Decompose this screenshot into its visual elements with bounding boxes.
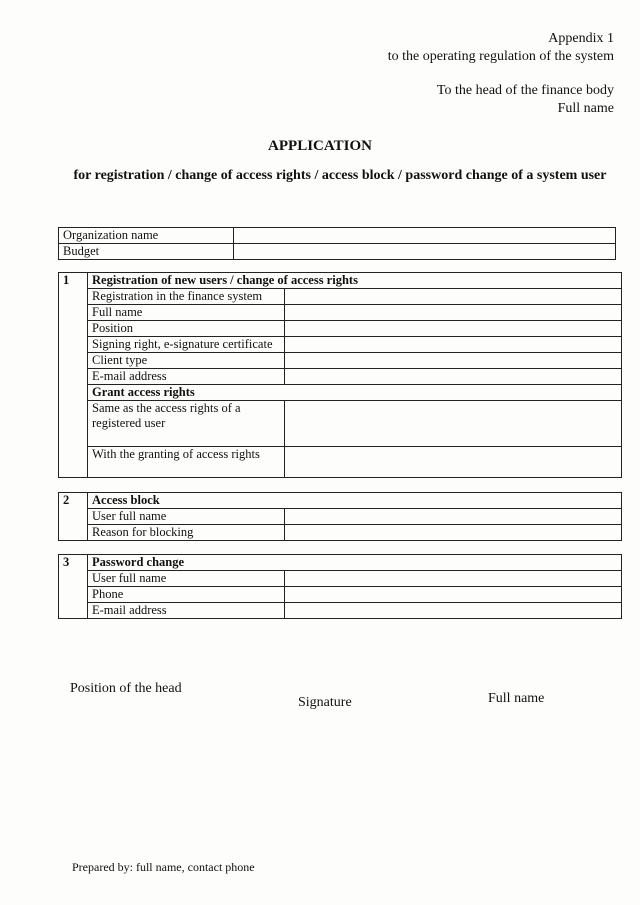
field-value[interactable] — [285, 571, 622, 587]
table-row — [59, 353, 622, 369]
section-block — [58, 492, 622, 541]
document-title: APPLICATION — [268, 138, 372, 154]
field-label: Client type — [88, 353, 285, 369]
field-value[interactable] — [285, 321, 622, 337]
field-label: Phone — [88, 587, 285, 603]
field-value[interactable] — [285, 289, 622, 305]
table-row — [59, 289, 622, 305]
field-value[interactable] — [285, 587, 622, 603]
section-number: 1 — [59, 273, 88, 478]
table-row — [59, 401, 622, 447]
table-row — [59, 447, 622, 478]
field-label: Signing right, e-signature certificate — [88, 337, 285, 353]
field-value[interactable] — [285, 337, 622, 353]
field-label: Reason for blocking — [88, 525, 285, 541]
document-header — [388, 30, 614, 118]
table-row — [59, 509, 622, 525]
table-row — [59, 385, 622, 401]
section-registration — [58, 272, 622, 478]
field-label: Same as the access rights of a registered user — [88, 401, 285, 447]
field-value[interactable] — [285, 509, 622, 525]
field-label: Position — [88, 321, 285, 337]
table-row — [59, 244, 616, 260]
head-position-label: Position of the head — [70, 681, 182, 696]
field-label: User full name — [88, 571, 285, 587]
field-label: Full name — [88, 305, 285, 321]
budget-label: Budget — [59, 244, 234, 260]
table-row — [59, 273, 622, 289]
field-label: Registration in the finance system — [88, 289, 285, 305]
field-label: User full name — [88, 509, 285, 525]
prepared-by-line: Prepared by: full name, contact phone — [72, 860, 255, 874]
field-value[interactable] — [285, 369, 622, 385]
field-value[interactable] — [285, 305, 622, 321]
section-number: 2 — [59, 493, 88, 541]
appendix-line: Appendix 1 — [548, 31, 614, 46]
table-row — [59, 228, 616, 244]
table-row — [59, 587, 622, 603]
addressee-line: To the head of the finance body — [436, 83, 614, 98]
field-value[interactable] — [285, 447, 622, 478]
table-row — [59, 493, 622, 509]
signature-label: Signature — [298, 695, 352, 710]
budget-field[interactable] — [234, 244, 616, 260]
full-name-label: Full name — [488, 691, 545, 706]
regulation-line: to the operating regulation of the system — [387, 49, 614, 64]
section-password — [58, 554, 622, 619]
section-number: 3 — [59, 555, 88, 619]
section-heading: Registration of new users / change of access rights — [88, 273, 622, 289]
table-row — [59, 571, 622, 587]
org-name-field[interactable] — [234, 228, 616, 244]
field-value[interactable] — [285, 353, 622, 369]
section-heading: Access block — [88, 493, 622, 509]
org-name-label: Organization name — [59, 228, 234, 244]
table-row — [59, 525, 622, 541]
table-row — [59, 337, 622, 353]
organization-table — [58, 227, 616, 260]
section-heading: Password change — [88, 555, 622, 571]
field-label: E-mail address — [88, 603, 285, 619]
field-label: E-mail address — [88, 369, 285, 385]
field-value[interactable] — [285, 525, 622, 541]
field-label: With the granting of access rights — [88, 447, 285, 478]
table-row — [59, 603, 622, 619]
table-row — [59, 369, 622, 385]
addressee-name: Full name — [557, 101, 614, 116]
document-subtitle: for registration / change of access rights / access block / password change of a system user — [73, 168, 607, 183]
table-row — [59, 321, 622, 337]
table-row — [59, 555, 622, 571]
grant-heading: Grant access rights — [88, 385, 622, 401]
field-value[interactable] — [285, 401, 622, 447]
field-value[interactable] — [285, 603, 622, 619]
table-row — [59, 305, 622, 321]
